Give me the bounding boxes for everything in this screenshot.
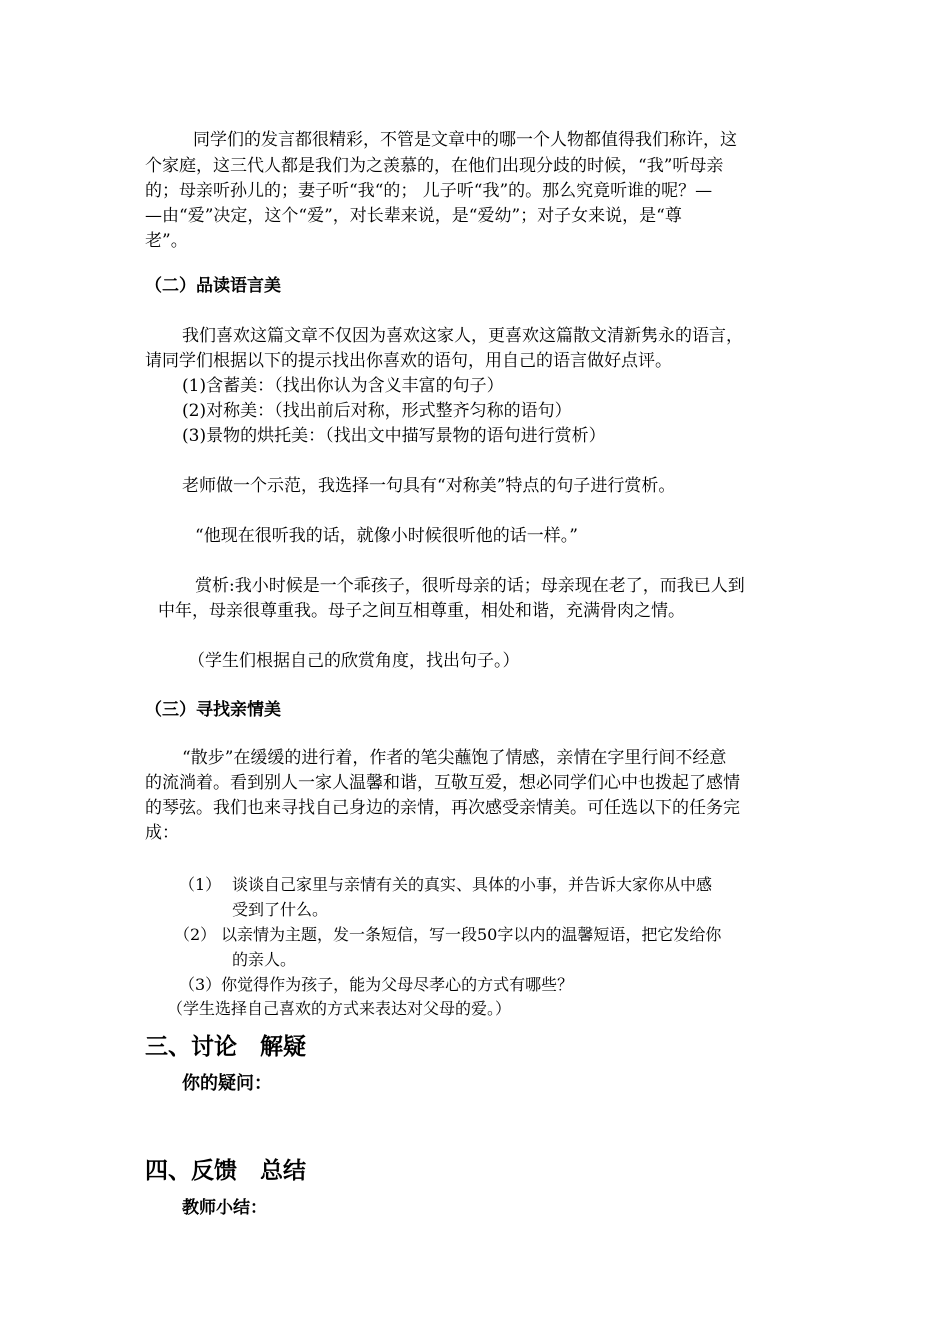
example-quote: “他现在很听我的话，就像小时候很听他的话一样。” bbox=[195, 526, 578, 546]
paragraph-line: 请同学们根据以下的提示找出你喜欢的语句，用自己的语言做好点评。 bbox=[145, 351, 672, 371]
student-note: （学生选择自己喜欢的方式来表达对父母的爱。） bbox=[167, 999, 512, 1018]
paragraph-line: 的琴弦。我们也来寻找自己身边的亲情，再次感受亲情美。可任选以下的任务完 bbox=[145, 798, 740, 818]
paragraph-line: 成： bbox=[145, 823, 179, 843]
analysis-line: 中年，母亲很尊重我。母子之间互相尊重，相处和谐，充满骨肉之情。 bbox=[158, 601, 685, 621]
paragraph-line: 个家庭，这三代人都是我们为之羡慕的，在他们出现分歧的时候，“我”听母亲 bbox=[145, 156, 724, 176]
paragraph-line: 的；母亲听孙儿的；妻子听“我“的； 儿子听“我”的。那么究竟听谁的呢？— bbox=[145, 181, 713, 201]
task-line: 谈谈自己家里与亲情有关的真实、具体的小事，并告诉大家你从中感 bbox=[232, 875, 713, 894]
paragraph-line: 同学们的发言都很精彩，不管是文章中的哪一个人物都值得我们称许，这 bbox=[193, 130, 737, 150]
questions-label: 你的疑问： bbox=[182, 1073, 272, 1094]
list-item: (1)含蓄美：（找出你认为含义丰富的句子） bbox=[182, 376, 504, 396]
paragraph-line: “散步”在缓缓的进行着，作者的笔尖蘸饱了情感，亲情在字里行间不经意 bbox=[182, 748, 727, 768]
list-item: (2)对称美：（找出前后对称，形式整齐匀称的语句） bbox=[182, 401, 572, 421]
paragraph-line: 我们喜欢这篇文章不仅因为喜欢这家人，更喜欢这篇散文清新隽永的语言， bbox=[182, 326, 743, 346]
task-line: （3）你觉得作为孩子，能为父母尽孝心的方式有哪些？ bbox=[179, 975, 574, 994]
task-line: 受到了什么。 bbox=[232, 900, 329, 919]
task-number: （1） bbox=[179, 875, 222, 894]
paragraph-line: 的流淌着。看到别人一家人温馨和谐，互敬互爱，想必同学们心中也拨起了感情 bbox=[145, 773, 740, 793]
list-item: (3)景物的烘托美：（找出文中描写景物的语句进行赏析） bbox=[182, 426, 606, 446]
demo-line: 老师做一个示范，我选择一句具有“对称美”特点的句子进行赏析。 bbox=[182, 476, 676, 496]
section-heading-family: （三）寻找亲情美 bbox=[145, 700, 281, 720]
teacher-summary-label: 教师小结： bbox=[182, 1198, 267, 1218]
task-number: （2） bbox=[174, 925, 217, 944]
paragraph-line: —由“爱”决定，这个“爱”，对长辈来说，是“爱幼”；对子女来说，是“尊 bbox=[145, 206, 682, 226]
task-line: 的亲人。 bbox=[232, 950, 297, 969]
analysis-line: 赏析:我小时候是一个乖孩子，很听母亲的话；母亲现在老了，而我已人到 bbox=[195, 576, 745, 596]
part-heading-discussion: 三、讨论 解疑 bbox=[145, 1034, 306, 1060]
task-line: 以亲情为主题，发一条短信，写一段50字以内的温馨短语，把它发给你 bbox=[221, 925, 722, 944]
paragraph-line: 老”。 bbox=[145, 231, 188, 251]
student-note: （学生们根据自己的欣赏角度，找出句子。） bbox=[188, 651, 520, 671]
part-heading-summary: 四、反馈 总结 bbox=[145, 1158, 306, 1184]
section-heading-language: （二）品读语言美 bbox=[145, 276, 281, 296]
